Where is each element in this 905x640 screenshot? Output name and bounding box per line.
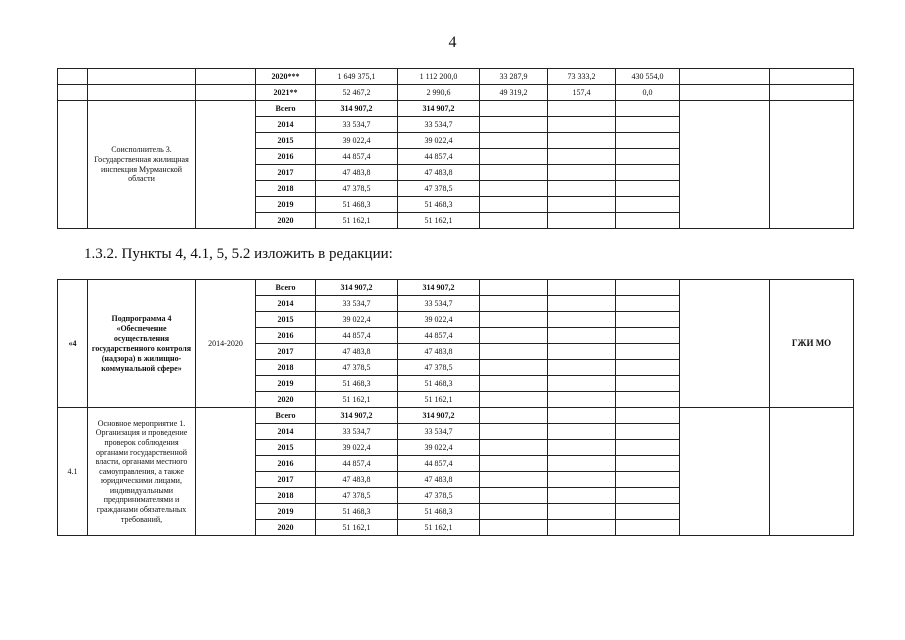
value-cell: 51 162,1 — [398, 520, 480, 536]
year-cell: 2018 — [256, 488, 316, 504]
value-cell: 2 990,6 — [398, 85, 480, 101]
period-cell: 2014-2020 — [196, 280, 256, 408]
value-cell: 47 378,5 — [398, 488, 480, 504]
value-cell: 314 907,2 — [316, 408, 398, 424]
year-cell: 2016 — [256, 149, 316, 165]
value-cell: 47 378,5 — [398, 360, 480, 376]
value-cell: 314 907,2 — [398, 280, 480, 296]
value-cell: 39 022,4 — [316, 312, 398, 328]
value-cell: 33 534,7 — [398, 117, 480, 133]
year-cell: 2020*** — [256, 69, 316, 85]
value-cell: 33 534,7 — [398, 424, 480, 440]
value-cell: 44 857,4 — [316, 328, 398, 344]
year-cell: 2020 — [256, 520, 316, 536]
value-cell: 314 907,2 — [316, 280, 398, 296]
table-row — [58, 69, 854, 85]
value-cell: 51 162,1 — [316, 520, 398, 536]
year-cell: 2016 — [256, 456, 316, 472]
value-cell: 51 162,1 — [316, 392, 398, 408]
value-cell: 44 857,4 — [398, 149, 480, 165]
value-cell: 51 468,3 — [398, 504, 480, 520]
value-cell: 47 378,5 — [398, 181, 480, 197]
value-cell: 51 162,1 — [398, 392, 480, 408]
value-cell: 1 649 375,1 — [316, 69, 398, 85]
table-row — [58, 85, 854, 101]
value-cell: 47 483,8 — [316, 472, 398, 488]
value-cell: 0,0 — [616, 85, 680, 101]
year-cell: 2018 — [256, 181, 316, 197]
year-cell: Всего — [256, 408, 316, 424]
section-heading: 1.3.2. Пункты 4, 4.1, 5, 5.2 изложить в редакции: — [84, 246, 393, 262]
year-cell: 2014 — [256, 424, 316, 440]
subprogram-title: Подпрограмма 4 «Обеспечение осуществления государственного контроля (надзора) в жилищно-коммунальной сфере» — [88, 280, 196, 408]
value-cell: 47 483,8 — [398, 165, 480, 181]
value-cell: 44 857,4 — [398, 456, 480, 472]
value-cell: 1 112 200,0 — [398, 69, 480, 85]
value-cell: 33 287,9 — [480, 69, 548, 85]
value-cell: 430 554,0 — [616, 69, 680, 85]
bottom-table — [57, 279, 854, 536]
value-cell: 33 534,7 — [316, 424, 398, 440]
value-cell: 51 468,3 — [398, 197, 480, 213]
year-cell: 2021** — [256, 85, 316, 101]
value-cell: 39 022,4 — [316, 133, 398, 149]
table-row — [58, 408, 854, 424]
value-cell: 47 483,8 — [398, 472, 480, 488]
value-cell: 73 333,2 — [548, 69, 616, 85]
value-cell: 44 857,4 — [316, 456, 398, 472]
responsible-cell: ГЖИ МО — [770, 280, 854, 408]
value-cell: 314 907,2 — [398, 408, 480, 424]
year-cell: 2017 — [256, 472, 316, 488]
year-cell: 2014 — [256, 117, 316, 133]
year-cell: 2015 — [256, 133, 316, 149]
year-cell: 2018 — [256, 360, 316, 376]
year-cell: 2020 — [256, 213, 316, 229]
table-row — [58, 280, 854, 296]
value-cell: 314 907,2 — [398, 101, 480, 117]
value-cell: 47 483,8 — [398, 344, 480, 360]
value-cell: 51 468,3 — [316, 376, 398, 392]
activity-title: Основное мероприятие 1. Организация и проведение проверок соблюдения органами государственной власти, органами местного самоуправления, а также юридическими лицами, индивидуальными предпринимателями и гражданами обязательных требований, — [88, 408, 196, 536]
value-cell: 47 483,8 — [316, 344, 398, 360]
value-cell: 47 378,5 — [316, 360, 398, 376]
value-cell: 33 534,7 — [316, 296, 398, 312]
value-cell: 39 022,4 — [398, 133, 480, 149]
value-cell: 44 857,4 — [316, 149, 398, 165]
year-cell: 2015 — [256, 440, 316, 456]
value-cell: 47 483,8 — [316, 165, 398, 181]
value-cell: 44 857,4 — [398, 328, 480, 344]
value-cell: 51 162,1 — [316, 213, 398, 229]
row-number: 4.1 — [58, 408, 88, 536]
value-cell: 51 162,1 — [398, 213, 480, 229]
value-cell: 51 468,3 — [316, 197, 398, 213]
value-cell: 51 468,3 — [398, 376, 480, 392]
year-cell: 2019 — [256, 197, 316, 213]
value-cell: 314 907,2 — [316, 101, 398, 117]
page-number: 4 — [448, 34, 457, 51]
value-cell: 157,4 — [548, 85, 616, 101]
year-cell: 2019 — [256, 376, 316, 392]
year-cell: 2015 — [256, 312, 316, 328]
value-cell: 33 534,7 — [398, 296, 480, 312]
value-cell: 39 022,4 — [398, 440, 480, 456]
year-cell: Всего — [256, 280, 316, 296]
value-cell: 49 319,2 — [480, 85, 548, 101]
table-row — [58, 101, 854, 117]
value-cell: 51 468,3 — [316, 504, 398, 520]
year-cell: Всего — [256, 101, 316, 117]
value-cell: 39 022,4 — [398, 312, 480, 328]
year-cell: 2017 — [256, 344, 316, 360]
executor-label: Соисполнитель 3. Государственная жилищная инспекция Мурманской области — [88, 101, 196, 229]
row-number: «4 — [58, 280, 88, 408]
year-cell: 2017 — [256, 165, 316, 181]
top-table — [57, 68, 854, 229]
year-cell: 2019 — [256, 504, 316, 520]
value-cell: 33 534,7 — [316, 117, 398, 133]
year-cell: 2016 — [256, 328, 316, 344]
year-cell: 2014 — [256, 296, 316, 312]
value-cell: 47 378,5 — [316, 488, 398, 504]
value-cell: 39 022,4 — [316, 440, 398, 456]
value-cell: 52 467,2 — [316, 85, 398, 101]
value-cell: 47 378,5 — [316, 181, 398, 197]
year-cell: 2020 — [256, 392, 316, 408]
